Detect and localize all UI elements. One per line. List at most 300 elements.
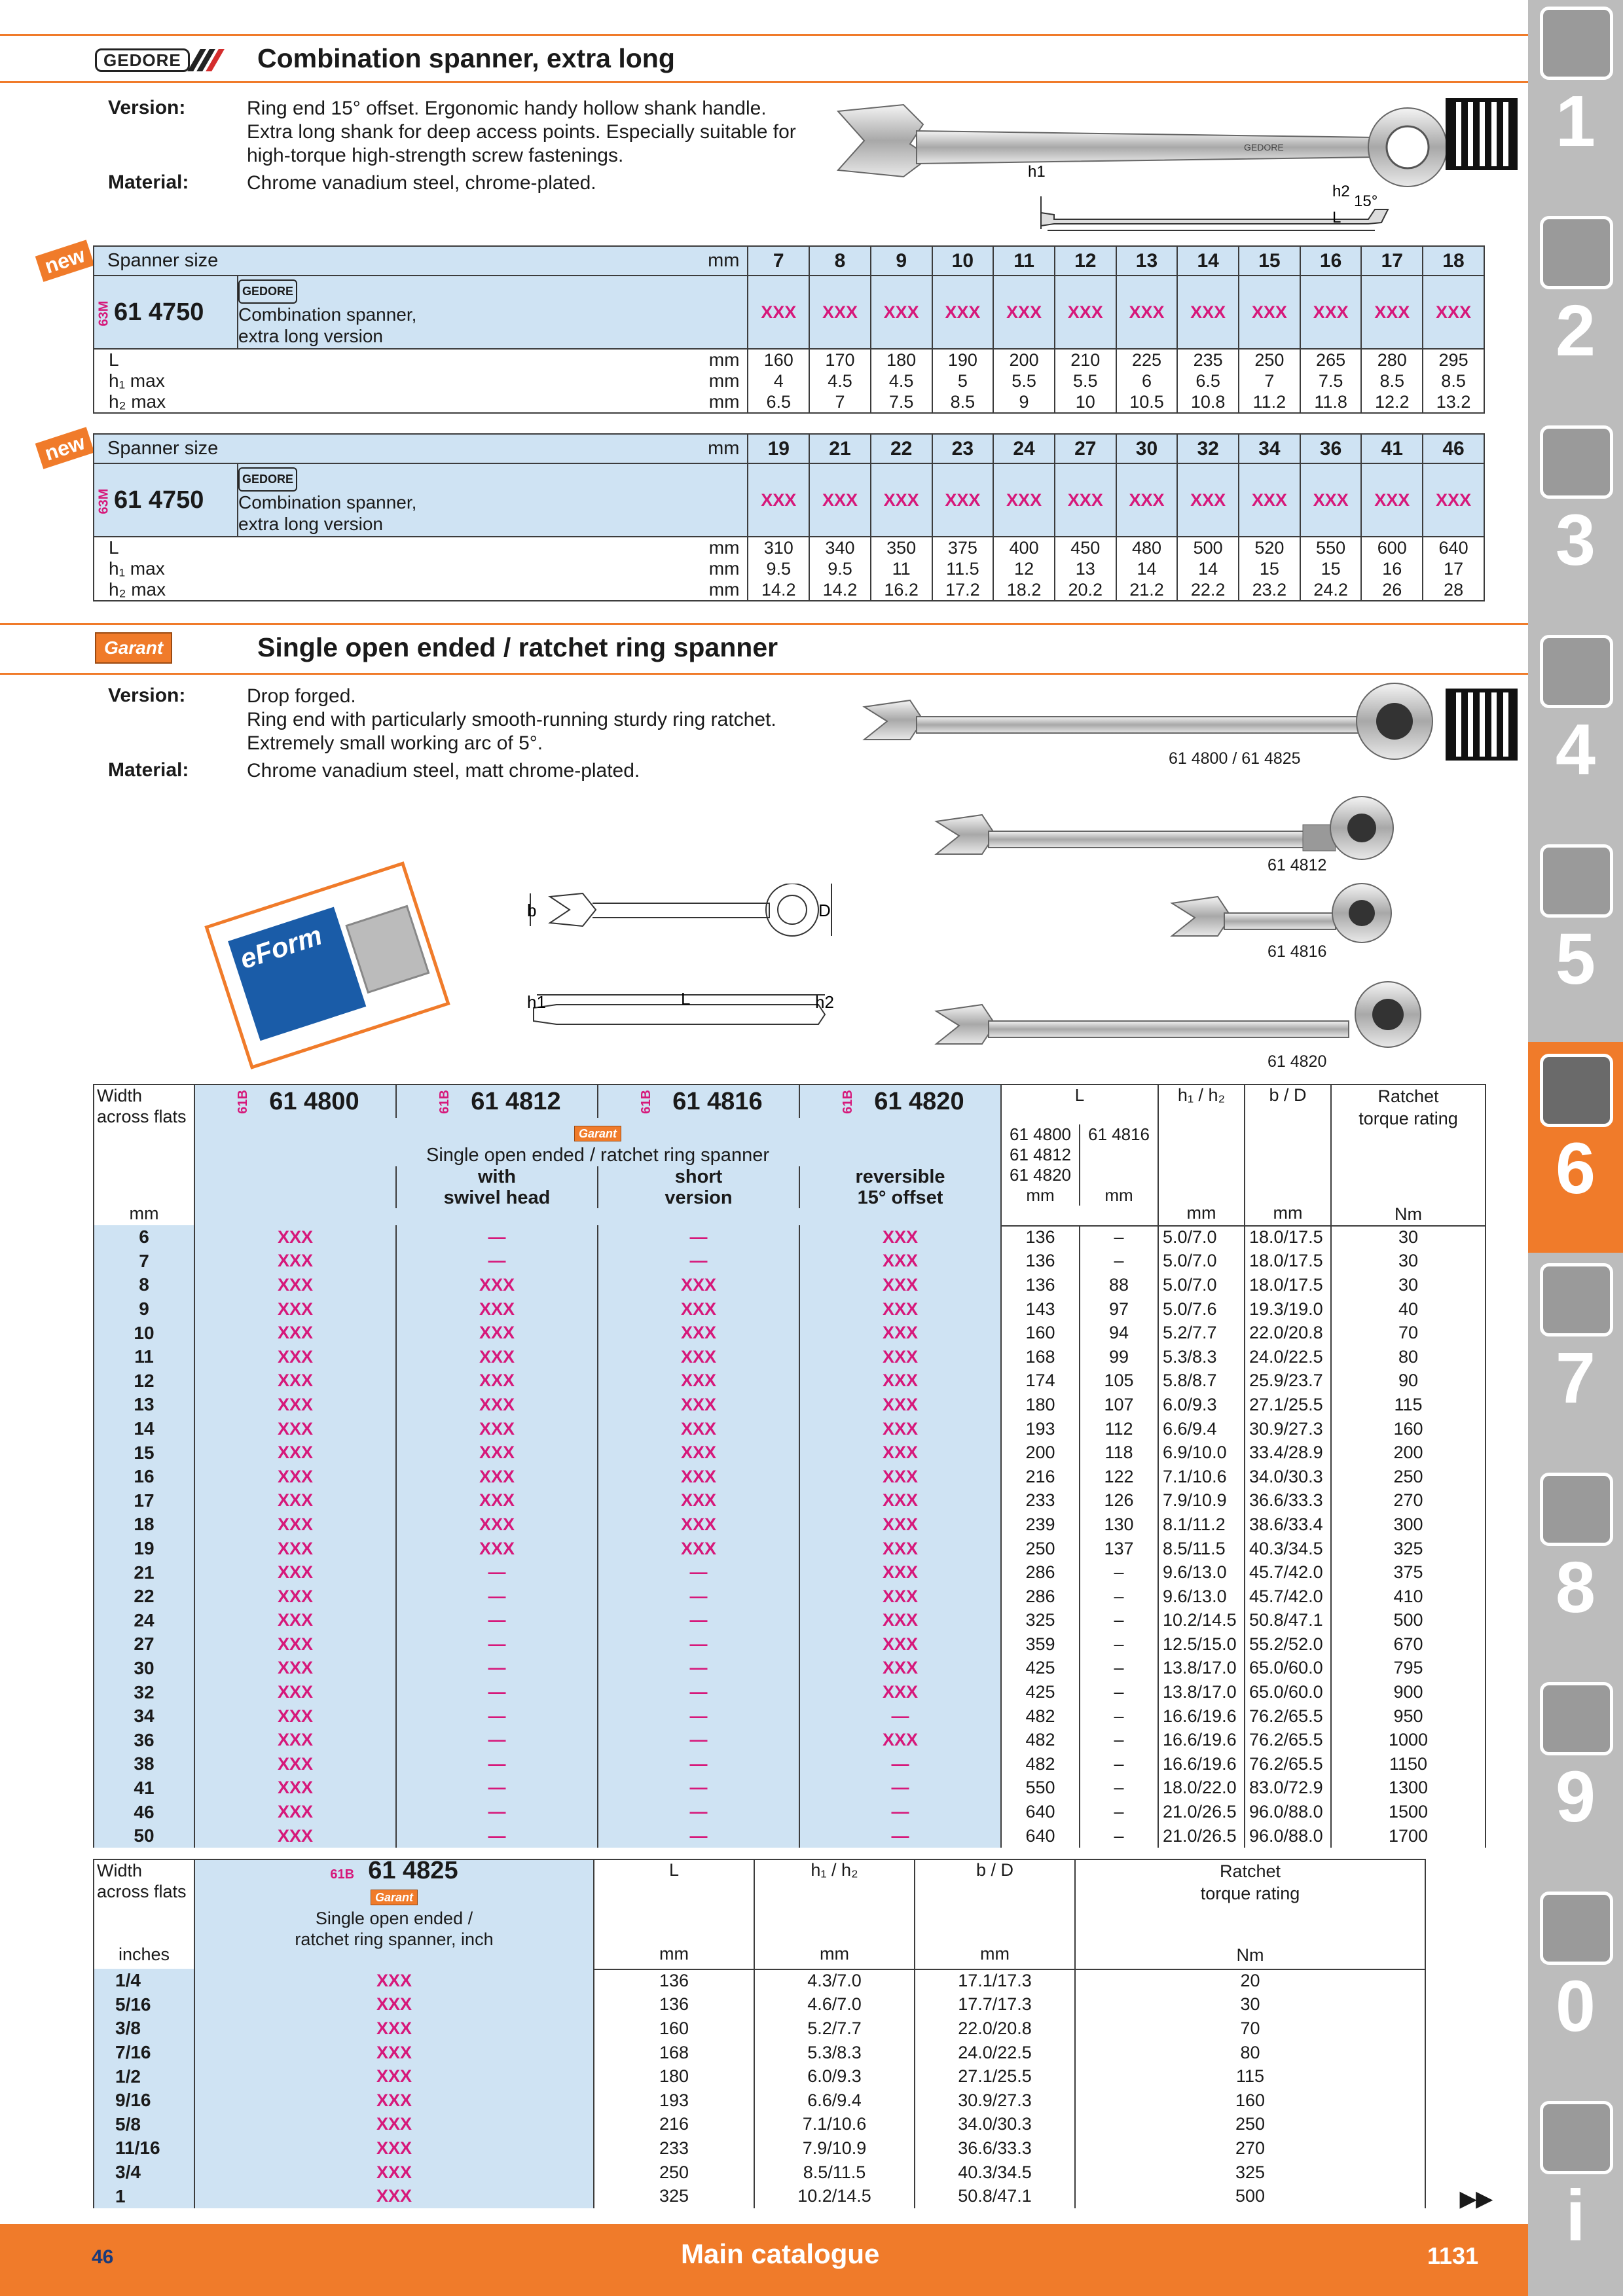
inch-cell-x: XXX [194,2136,594,2161]
cell-c: — [598,1728,799,1752]
cell-h: 13.8/17.0 [1158,1657,1245,1681]
svg-text:L: L [681,989,691,1009]
cell-a: XXX [194,1249,396,1274]
cell-L1: 239 [1001,1513,1080,1537]
table-row [94,1800,1486,1824]
cell-t: 160 [1331,1417,1486,1441]
cell-b: XXX [396,1441,598,1465]
cell-bd: 19.3/19.0 [1245,1297,1331,1321]
cell-L1: 482 [1001,1704,1080,1729]
cell-b: — [396,1752,598,1776]
table-row [94,1704,1486,1729]
cell-t: 30 [1331,1249,1486,1274]
table-row [94,2113,1425,2137]
cell-L1: 640 [1001,1824,1080,1848]
cell-a: XXX [194,1704,396,1729]
cell-L2: 88 [1080,1273,1158,1297]
table-row [94,1537,1486,1561]
caliper-icon [1540,635,1613,708]
cell-h: 21.0/26.5 [1158,1824,1245,1848]
cell-t: 1500 [1331,1800,1486,1824]
sidebar-tab-number: 1 [1555,81,1596,162]
cell-a: XXX [194,1345,396,1369]
cell-t: 90 [1331,1369,1486,1393]
cell-L1: 160 [1001,1321,1080,1345]
cell-h: 13.8/17.0 [1158,1680,1245,1704]
inch-cell-t: 500 [1075,2184,1425,2208]
cell-h: 10.2/14.5 [1158,1609,1245,1633]
table-row [94,1993,1425,2017]
cell-L2: – [1080,1800,1158,1824]
cell-h: 8.1/11.2 [1158,1513,1245,1537]
svg-text:D: D [818,901,831,920]
table-row [94,1680,1486,1704]
cell-b: XXX [396,1297,598,1321]
svg-text:L: L [1332,209,1341,226]
cell-h: 12.5/15.0 [1158,1632,1245,1657]
eform-badge[interactable]: eForm [204,861,450,1069]
table-row [94,1321,1486,1345]
cell-s: 11 [94,1345,194,1369]
table-row [94,1585,1486,1609]
saw-blade-icon [1540,844,1613,918]
cell-L1: 200 [1001,1441,1080,1465]
cell-b: — [396,1632,598,1657]
cell-t: 250 [1331,1465,1486,1489]
spanner-screwdriver-icon [1540,1054,1613,1127]
cell-c: — [598,1225,799,1249]
cell-L1: 425 [1001,1680,1080,1704]
sidebar-tab-5[interactable] [1528,833,1623,1043]
cell-a: XXX [194,1752,396,1776]
cell-h: 6.9/10.0 [1158,1441,1245,1465]
photo-label-1: 61 4800 / 61 4825 [1169,749,1301,768]
combination-spanner-image [825,85,1453,236]
cell-d: XXX [799,1393,1001,1417]
cell-c: XXX [598,1489,799,1513]
cell-bd: 25.9/23.7 [1245,1369,1331,1393]
inch-cell-t: 270 [1075,2136,1425,2161]
cell-t: 80 [1331,1345,1486,1369]
inch-cell-x: XXX [194,2184,594,2208]
inch-cell-s: 5/8 [94,2113,194,2137]
cell-b: — [396,1609,598,1633]
cell-b: — [396,1728,598,1752]
cell-a: XXX [194,1489,396,1513]
inch-cell-L: 160 [594,2017,754,2041]
photo-label-2: 61 4812 [1267,856,1327,874]
inch-cell-bd: 24.0/22.5 [915,2041,1075,2065]
cell-a: XXX [194,1560,396,1585]
inch-cell-s: 5/16 [94,1993,194,2017]
cell-c: — [598,1609,799,1633]
cell-h: 5.0/7.0 [1158,1273,1245,1297]
sidebar-tab-number: 5 [1555,919,1596,999]
cell-L2: 126 [1080,1489,1158,1513]
inch-cell-L: 136 [594,1993,754,2017]
cell-d: XXX [799,1249,1001,1274]
cell-L1: 193 [1001,1417,1080,1441]
cell-b: XXX [396,1345,598,1369]
cell-c: XXX [598,1369,799,1393]
inch-cell-x: XXX [194,2161,594,2185]
inch-cell-h: 7.1/10.6 [754,2113,915,2137]
cell-s: 36 [94,1728,194,1752]
cell-a: XXX [194,1297,396,1321]
inch-cell-L: 325 [594,2184,754,2208]
inch-cell-bd: 50.8/47.1 [915,2184,1075,2208]
cell-b: — [396,1560,598,1585]
cell-s: 9 [94,1297,194,1321]
cell-c: XXX [598,1393,799,1417]
cell-c: XXX [598,1321,799,1345]
svg-text:h2: h2 [815,992,834,1012]
cell-h: 16.6/19.6 [1158,1704,1245,1729]
cell-h: 6.6/9.4 [1158,1417,1245,1441]
cell-d: XXX [799,1369,1001,1393]
cell-b: XXX [396,1465,598,1489]
cell-bd: 96.0/88.0 [1245,1824,1331,1848]
cell-d: XXX [799,1728,1001,1752]
sidebar-tab-number: 0 [1555,1966,1596,2047]
cell-L1: 168 [1001,1345,1080,1369]
cell-L2: 107 [1080,1393,1158,1417]
cell-s: 13 [94,1393,194,1417]
table-row [94,1249,1486,1274]
cell-a: XXX [194,1609,396,1633]
cell-t: 30 [1331,1273,1486,1297]
inch-cell-s: 7/16 [94,2041,194,2065]
cell-s: 6 [94,1225,194,1249]
cell-s: 19 [94,1537,194,1561]
cell-s: 18 [94,1513,194,1537]
cell-t: 795 [1331,1657,1486,1681]
cell-d: XXX [799,1537,1001,1561]
cell-t: 325 [1331,1537,1486,1561]
cell-L2: – [1080,1560,1158,1585]
cell-L2: – [1080,1249,1158,1274]
cell-b: XXX [396,1417,598,1441]
inch-cell-h: 6.6/9.4 [754,2089,915,2113]
sidebar-tab-9[interactable] [1528,1670,1623,1881]
hammer-pliers-icon [1540,1263,1613,1336]
cell-a: XXX [194,1824,396,1848]
cell-c: — [598,1704,799,1729]
inch-cell-L: 216 [594,2113,754,2137]
cell-s: 17 [94,1489,194,1513]
cell-h: 9.6/13.0 [1158,1560,1245,1585]
material-label: Material: [108,171,189,193]
cell-L2: – [1080,1225,1158,1249]
cell-c: — [598,1824,799,1848]
table-row [94,1489,1486,1513]
cell-s: 32 [94,1680,194,1704]
inch-cell-s: 1/4 [94,1969,194,1993]
cell-L1: 550 [1001,1776,1080,1801]
cell-d: XXX [799,1441,1001,1465]
qr-code-icon[interactable] [1446,98,1518,170]
cell-b: — [396,1800,598,1824]
qr-code-icon-2[interactable] [1446,689,1518,761]
cell-h: 7.1/10.6 [1158,1465,1245,1489]
cell-b: XXX [396,1393,598,1417]
cell-d: XXX [799,1489,1001,1513]
drill-bit-icon [1540,7,1613,80]
sidebar-tab-number: 4 [1555,709,1596,790]
safety-equipment-icon [1540,1892,1613,1965]
cell-L1: 359 [1001,1632,1080,1657]
cell-b: — [396,1585,598,1609]
cell-d: — [799,1752,1001,1776]
cell-bd: 24.0/22.5 [1245,1345,1331,1369]
cell-h: 7.9/10.9 [1158,1489,1245,1513]
cell-c: — [598,1560,799,1585]
cell-b: XXX [396,1321,598,1345]
inch-cell-t: 160 [1075,2089,1425,2113]
ratchet-dimension-drawing [517,884,851,1060]
cell-a: XXX [194,1776,396,1801]
svg-text:h2: h2 [1332,183,1350,200]
cell-h: 5.0/7.0 [1158,1249,1245,1274]
cell-s: 22 [94,1585,194,1609]
table-row [94,1513,1486,1537]
cell-t: 40 [1331,1297,1486,1321]
material-label-2: Material: [108,759,189,781]
cell-d: XXX [799,1345,1001,1369]
cell-bd: 38.6/33.4 [1245,1513,1331,1537]
cell-d: XXX [799,1417,1001,1441]
inch-cell-x: XXX [194,2113,594,2137]
inch-cell-bd: 22.0/20.8 [915,2017,1075,2041]
inch-cell-bd: 40.3/34.5 [915,2161,1075,2185]
cell-a: XXX [194,1369,396,1393]
section2-title: Single open ended / ratchet ring spanner [257,632,778,662]
sidebar-tab-4[interactable] [1528,623,1623,834]
cell-d: XXX [799,1297,1001,1321]
inch-cell-h: 4.6/7.0 [754,1993,915,2017]
table-row [94,1441,1486,1465]
cell-c: XXX [598,1513,799,1537]
cell-h: 5.2/7.7 [1158,1321,1245,1345]
sidebar-tab-number: 6 [1555,1128,1596,1209]
sidebar-tab-number: 3 [1555,500,1596,581]
cell-h: 18.0/22.0 [1158,1776,1245,1801]
cell-b: XXX [396,1273,598,1297]
inch-cell-t: 115 [1075,2064,1425,2089]
cell-a: XXX [194,1321,396,1345]
cell-d: XXX [799,1585,1001,1609]
cell-b: XXX [396,1537,598,1561]
spanner-table-b: Spanner size mm 19 21 22 23 24 27 30 32 34 36 41 46 63M 61 4750 GEDORE Combination spanner, extra long version XXX XXX XXX XXX XXX XXX XXX XXX XXX XXX XXX XXX L mm h₁ max mm h₂ max mm 310 9.5 14.2 340 9.5 14.2 350 11 16.2 375 11.5 17.2 400 12 18.2 450 13 20.2 480 14 21.2 500 14 22.2 520 15 23.2 550 15 24.2 600 16 26 640 17 28 [93,433,1485,601]
table-row [94,2136,1425,2161]
cell-a: XXX [194,1800,396,1824]
sidebar-tab-i[interactable] [1528,2089,1623,2296]
cell-L1: 174 [1001,1369,1080,1393]
inch-cell-h: 7.9/10.9 [754,2136,915,2161]
cell-bd: 40.3/34.5 [1245,1537,1331,1561]
sidebar-tab-3[interactable] [1528,414,1623,624]
cell-b: XXX [396,1513,598,1537]
table-row [94,2041,1425,2065]
table-row [94,1417,1486,1441]
cell-s: 46 [94,1800,194,1824]
table-row [94,1465,1486,1489]
material-text: Chrome vanadium steel, chrome-plated. [247,172,596,194]
cell-h: 8.5/11.5 [1158,1537,1245,1561]
garant-logo: Garant [95,632,172,664]
cell-d: XXX [799,1560,1001,1585]
tool-cabinet-icon [1540,1682,1613,1755]
inch-cell-bd: 27.1/25.5 [915,2064,1075,2089]
cell-t: 70 [1331,1321,1486,1345]
table-row [94,2017,1425,2041]
cell-b: — [396,1824,598,1848]
cell-s: 16 [94,1465,194,1489]
photo-label-3: 61 4816 [1267,942,1327,961]
cell-t: 670 [1331,1632,1486,1657]
table-row [94,1824,1486,1848]
cell-t: 950 [1331,1704,1486,1729]
table-row [94,1297,1486,1321]
cell-a: XXX [194,1393,396,1417]
cell-h: 16.6/19.6 [1158,1728,1245,1752]
cell-bd: 50.8/47.1 [1245,1609,1331,1633]
cell-b: XXX [396,1369,598,1393]
table-row [94,1345,1486,1369]
inch-cell-s: 1/2 [94,2064,194,2089]
inch-cell-x: XXX [194,2041,594,2065]
svg-text:b: b [527,901,537,920]
cell-s: 15 [94,1441,194,1465]
inch-cell-bd: 34.0/30.3 [915,2113,1075,2137]
cell-d: XXX [799,1680,1001,1704]
cell-bd: 34.0/30.3 [1245,1465,1331,1489]
inch-cell-s: 3/8 [94,2017,194,2041]
inch-cell-t: 325 [1075,2161,1425,2185]
sidebar-tab-6[interactable] [1528,1042,1623,1253]
cell-bd: 76.2/65.5 [1245,1728,1331,1752]
inch-cell-bd: 30.9/27.3 [915,2089,1075,2113]
sidebar-tab-0[interactable] [1528,1880,1623,2090]
page-number-left: 46 [92,2246,114,2268]
cell-c: — [598,1776,799,1801]
cell-c: XXX [598,1441,799,1465]
sidebar-tab-2[interactable] [1528,204,1623,415]
next-page-arrow[interactable]: ▶▶ [1460,2187,1493,2210]
cell-bd: 18.0/17.5 [1245,1273,1331,1297]
inch-ratchet-table: Width across flats inches 61B 61 4825 Garant Single open ended / ratchet ring spanner, inch L mm h₁ / h₂ mm b / D mm Ratchet torque rating Nm 1/4 XXX 136 4.3/7.0 17.1/17.3 20 5/16 XXX 136 4.6/7.0 17.7/17.3 30 3/8 XXX 160 5.2/7.7 22.0/20.8 70 7/16 XXX 168 5.3/8.3 24.0/22.5 80 1/2 XXX 180 6.0/9.3 27.1/25.5 115 9/16 XXX 193 6.6/9.4 30.9/27.3 160 5/8 XXX 216 7.1/10.6 34.0/30.3 250 11/16 XXX 233 7.9/10.9 36.6/33.3 270 3/4 XXX 250 8.5/11.5 40.3/34.5 325 1 XXX 325 10.2/14.5 50.8/47.1 500 [93,1859,1425,2208]
inch-cell-bd: 36.6/33.3 [915,2136,1075,2161]
cell-bd: 45.7/42.0 [1245,1560,1331,1585]
inch-cell-t: 30 [1075,1993,1425,2017]
table-row [94,2184,1425,2208]
cell-L2: – [1080,1585,1158,1609]
sidebar-tab-7[interactable] [1528,1251,1623,1462]
cell-L2: – [1080,1704,1158,1729]
photo-label-4: 61 4820 [1267,1052,1327,1071]
cell-L2: – [1080,1776,1158,1801]
sidebar-tab-8[interactable] [1528,1461,1623,1672]
cell-a: XXX [194,1657,396,1681]
table-row [94,1369,1486,1393]
cell-c: — [598,1657,799,1681]
svg-text:15°: 15° [1354,192,1378,210]
cell-t: 900 [1331,1680,1486,1704]
table-row [94,1752,1486,1776]
inch-cell-x: XXX [194,1993,594,2017]
cell-b: — [396,1225,598,1249]
section1-title: Combination spanner, extra long [257,43,675,73]
version-text-2: Drop forged. Ring end with particularly smooth-running sturdy ring ratchet. Extremely small working arc of 5°. [247,685,776,754]
cell-L2: – [1080,1728,1158,1752]
inch-cell-L: 136 [594,1969,754,1993]
cell-L1: 233 [1001,1489,1080,1513]
cell-L2: 118 [1080,1441,1158,1465]
cell-bd: 27.1/25.5 [1245,1393,1331,1417]
cell-s: 41 [94,1776,194,1801]
cell-bd: 30.9/27.3 [1245,1417,1331,1441]
cell-c: XXX [598,1417,799,1441]
inch-cell-x: XXX [194,2089,594,2113]
footer-title: Main catalogue [681,2238,880,2269]
sidebar-tab-1[interactable] [1528,0,1623,206]
inch-cell-s: 3/4 [94,2161,194,2185]
cell-h: 5.8/8.7 [1158,1369,1245,1393]
table-row [94,1273,1486,1297]
cell-bd: 55.2/52.0 [1245,1632,1331,1657]
info-icon [1540,2101,1613,2174]
cell-L1: 482 [1001,1752,1080,1776]
cell-L2: 97 [1080,1297,1158,1321]
cell-h: 6.0/9.3 [1158,1393,1245,1417]
cell-d: XXX [799,1273,1001,1297]
cell-t: 200 [1331,1441,1486,1465]
cell-h: 5.0/7.0 [1158,1225,1245,1249]
cell-t: 410 [1331,1585,1486,1609]
cell-a: XXX [194,1225,396,1249]
inch-cell-h: 5.2/7.7 [754,2017,915,2041]
cell-bd: 76.2/65.5 [1245,1704,1331,1729]
tool-holder-icon [1540,425,1613,499]
cell-d: XXX [799,1513,1001,1537]
table-row [94,1632,1486,1657]
cell-a: XXX [194,1417,396,1441]
cell-d: — [799,1776,1001,1801]
cell-L2: 122 [1080,1465,1158,1489]
cell-b: — [396,1680,598,1704]
cell-s: 8 [94,1273,194,1297]
cell-L2: – [1080,1657,1158,1681]
new-badge-2: new [35,427,95,469]
cell-a: XXX [194,1273,396,1297]
cell-d: XXX [799,1321,1001,1345]
inch-cell-h: 5.3/8.3 [754,2041,915,2065]
cell-c: XXX [598,1345,799,1369]
cell-t: 115 [1331,1393,1486,1417]
version-text: Ring end 15° offset. Ergonomic handy hollow shank handle. Extra long shank for deep access points. Especially suitable for high-torque high-strength screw fastenings. [247,98,796,166]
inch-cell-s: 1 [94,2184,194,2208]
cell-L2: 130 [1080,1513,1158,1537]
cell-c: — [598,1800,799,1824]
inch-cell-h: 4.3/7.0 [754,1969,915,1993]
table-row [94,1225,1486,1249]
cell-a: XXX [194,1585,396,1609]
cell-a: XXX [194,1728,396,1752]
cell-L1: 286 [1001,1585,1080,1609]
cell-a: XXX [194,1513,396,1537]
material-text-2: Chrome vanadium steel, matt chrome-plated. [247,760,640,781]
svg-text:GEDORE: GEDORE [1244,142,1284,152]
